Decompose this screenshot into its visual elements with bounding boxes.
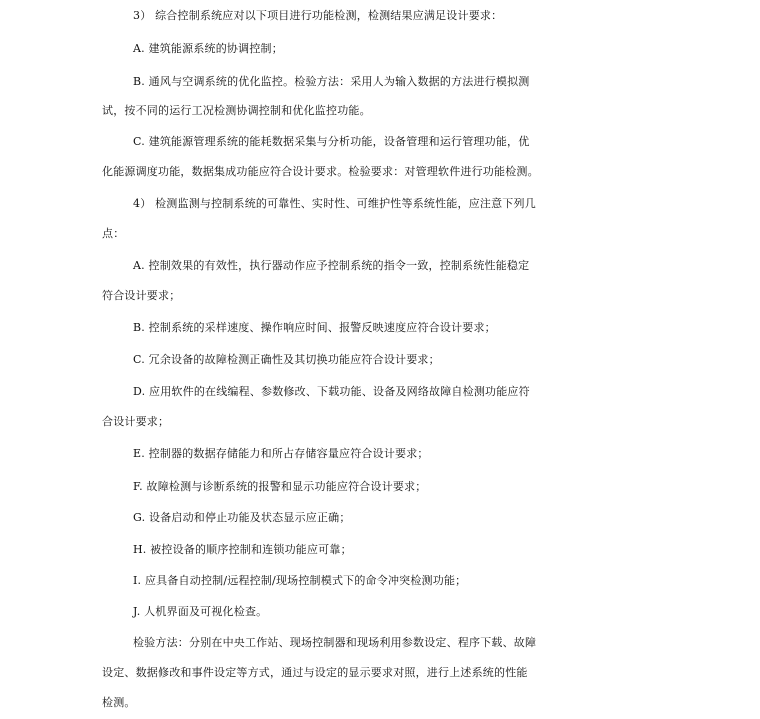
method-line-3: 检测。 xyxy=(102,696,136,709)
item-4a-line-1: A. 控制效果的有效性，执行器动作应予控制系统的指令一致，控制系统性能稳定 xyxy=(133,259,530,272)
item-b-line-2: 试，按不同的运行工况检测协调控制和优化监控功能。 xyxy=(102,104,371,117)
paragraph-4-line-2: 点： xyxy=(102,227,125,240)
method-line-1: 检验方法：分别在中央工作站、现场控制器和现场利用参数设定、程序下载、故障 xyxy=(133,636,537,649)
item-c-line-1: C. 建筑能源管理系统的能耗数据采集与分析功能，设备管理和运行管理功能，优 xyxy=(133,135,530,148)
item-4a-line-2: 符合设计要求； xyxy=(102,289,181,302)
method-line-2: 设定、数据修改和事件设定等方式，通过与设定的显示要求对照，进行上述系统的性能 xyxy=(102,666,528,679)
item-4f-line-1: F. 故障检测与诊断系统的报警和显示功能应符合设计要求； xyxy=(133,480,427,493)
item-4d-line-2: 合设计要求； xyxy=(102,415,170,428)
item-4h-line-1: H. 被控设备的顺序控制和连锁功能应可靠； xyxy=(133,543,352,556)
item-4c-line-1: C. 冗余设备的故障检测正确性及其切换功能应符合设计要求； xyxy=(133,353,440,366)
item-c-line-2: 化能源调度功能，数据集成功能应符合设计要求。检验要求：对管理软件进行功能检测。 xyxy=(102,165,539,178)
paragraph-4-line-1: 4） 检测监测与控制系统的可靠性、实时性、可维护性等系统性能，应注意下列几 xyxy=(133,197,536,210)
item-a-line-1: A. 建筑能源系统的协调控制； xyxy=(133,42,283,55)
item-4d-line-1: D. 应用软件的在线编程、参数修改、下载功能、设备及网络故障自检测功能应符 xyxy=(133,385,530,398)
item-b-line-1: B. 通风与空调系统的优化监控。检验方法：采用人为输入数据的方法进行模拟测 xyxy=(133,75,530,88)
item-4i-line-1: I. 应具备自动控制/远程控制/现场控制模式下的命令冲突检测功能； xyxy=(133,574,467,587)
item-4g-line-1: G. 设备启动和停止功能及状态显示应正确； xyxy=(133,511,351,524)
item-4j-line-1: J. 人机界面及可视化检查。 xyxy=(133,605,268,618)
item-4e-line-1: E. 控制器的数据存储能力和所占存储容量应符合设计要求； xyxy=(133,447,429,460)
item-4b-line-1: B. 控制系统的采样速度、操作响应时间、报警反映速度应符合设计要求； xyxy=(133,321,496,334)
paragraph-3-line-1: 3） 综合控制系统应对以下项目进行功能检测，检测结果应满足设计要求： xyxy=(133,9,503,22)
